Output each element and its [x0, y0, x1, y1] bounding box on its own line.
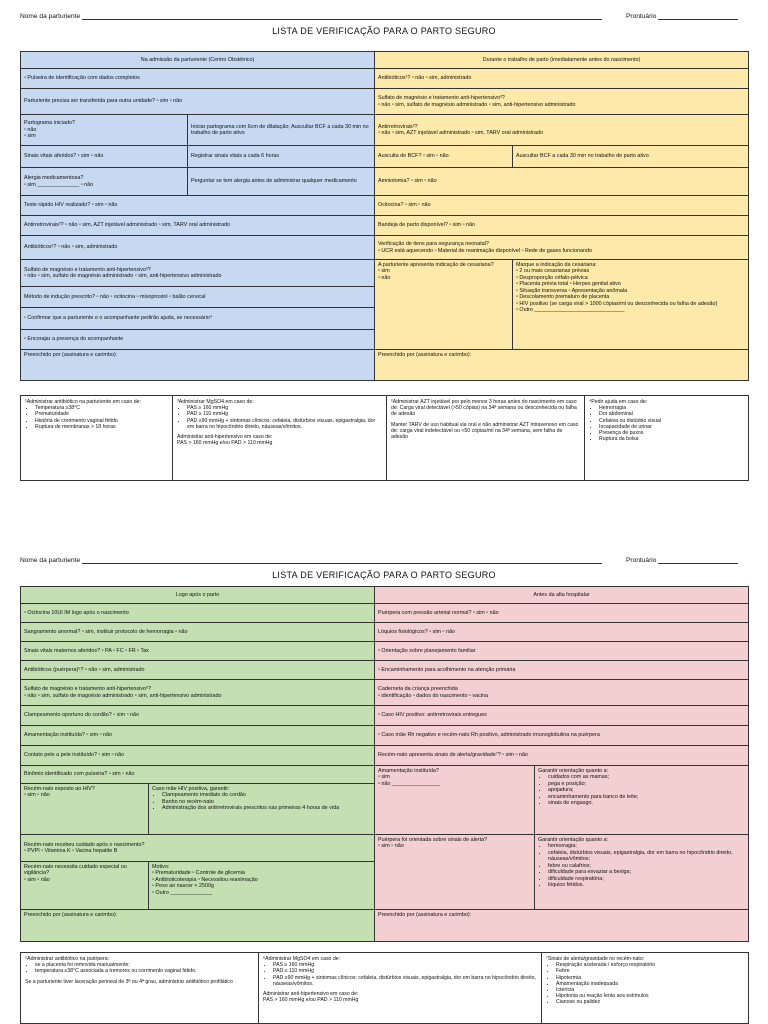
- list-item: • Prematuridade: [35, 411, 168, 417]
- companion-presence-check[interactable]: ▫ Encorajar a presença do acompanhante: [21, 330, 375, 350]
- patient-name-field[interactable]: [20, 557, 602, 564]
- list-item: • Incapacidade de urinar: [599, 424, 744, 430]
- admission-labor-checklist-table: [20, 51, 749, 381]
- list-item: • pega e posição;: [548, 781, 745, 788]
- postpartum-column-header: Logo após o parto: [21, 587, 375, 604]
- question-text: Recém-nato recebeu cuidado após o nascimento?: [24, 841, 145, 848]
- list-item: • hemorragia;: [548, 843, 745, 850]
- drug-allergy-check[interactable]: [21, 168, 188, 196]
- special-care-reason-list[interactable]: [149, 862, 375, 910]
- list-item: ▫ Outro ______________: [152, 889, 213, 896]
- answer-options: ▫ não ▫ sim, sulfato de magnésio administrado ▫ sim, anti-hipertensivo administrado: [24, 692, 222, 699]
- amniotomy-check[interactable]: Amniotomia? ▫ sim ▫ não: [375, 168, 749, 196]
- list-heading: Garantir orientação quanto a:: [538, 767, 609, 774]
- list-item: • Clampeamento imediato do cordão: [162, 792, 371, 799]
- footnote-antibiotic: [21, 396, 173, 481]
- question-text: Sulfato de magnésio e tratamento anti-hipertensivo⁶?: [24, 686, 152, 692]
- drug-allergy-guidance: Perguntar se tem alergia antes de administrar qualquer medicamento: [188, 168, 375, 196]
- footnote-heading: ⁶Administrar MgSO4 em caso de:: [263, 956, 341, 962]
- footnote-postpartum-antibiotic: [21, 953, 259, 1024]
- list-item: • Febre: [556, 968, 744, 974]
- abnormal-bleeding-check[interactable]: Sangramento anormal? ▫ sim, instituir protocolo de hemorragia ▫ não: [21, 623, 375, 642]
- list-item: • Hipotermia: [556, 975, 744, 981]
- footnote-newborn-alert-signs: [542, 953, 749, 1024]
- admission-magnesium-check[interactable]: [21, 260, 375, 287]
- footnote-heading: ⁵Administrar antibiótico na puérpera:: [25, 956, 110, 962]
- footnote-text: PAS > 160 mmHg e/ou PAD > 110 mmHg: [263, 997, 359, 1004]
- list-item: • Ruptura de membranas > 18 horas: [35, 424, 168, 430]
- postpartum-signature-field[interactable]: Preenchido por (assinatura e carimbo):: [21, 910, 375, 942]
- postpartum-discharge-checklist-table: [20, 586, 749, 942]
- footnote-subheading: Administrar anti-hipertensivo em caso de:: [177, 434, 273, 441]
- list-heading: Marque a indicação da cesariana:: [516, 261, 597, 268]
- answer-options: ▫ sim ▫ não: [24, 876, 50, 883]
- list-item: • Hipotonia ou reação lenta aos estímulos: [556, 993, 744, 999]
- admission-antibiotics-check[interactable]: Antibióticos¹? ▫ não ▫ sim, administrado: [21, 236, 375, 260]
- answer-yes: ▫ sim: [24, 133, 36, 140]
- footnote-azt: [387, 396, 585, 481]
- list-item: ▫ 2 ou mais cesarianas prévias: [516, 268, 590, 274]
- primary-care-referral-check[interactable]: ▫ Encaminhamento para acolhimento na atenção primária: [375, 661, 749, 680]
- question-text: Antirretrovirais²?: [378, 123, 418, 130]
- footnote-text: PAS > 160 mmHg e/ou PAD > 110 mmHg: [177, 440, 273, 447]
- delivery-tray-check[interactable]: Bandeja de parto disponível? ▫ sim ▫ não: [375, 216, 749, 236]
- list-item: • se a placenta foi removida manualmente;: [35, 962, 254, 968]
- hiv-antiretrovirals-delivered-check[interactable]: ▫ Caso HIV positivo: antirretrovirais entregues: [375, 706, 749, 726]
- answer-no: ▫ não: [378, 274, 391, 281]
- labor-signature-field[interactable]: Preenchido por (assinatura e carimbo):: [375, 350, 749, 381]
- induction-method-check[interactable]: Método de indução prescrito? ▫ não ▫ ocitocina ▫ misoprostol ▫ balão cervical: [21, 287, 375, 308]
- binomial-bracelet-check[interactable]: Binômio identificado com pulseira? ▫ sim ▫ não: [21, 766, 375, 784]
- list-item: • Respiração acelerada / esforço respiratório: [556, 962, 744, 968]
- list-item: • Presença de puxos: [599, 430, 744, 436]
- footnote-postpartum-magnesium: [259, 953, 542, 1024]
- list-item: ▫ Antibioticoterapia ▫ Necessitou reanimação: [152, 876, 258, 883]
- answer-options: ▫ sim ▫ não: [378, 843, 404, 849]
- postpartum-footnotes: [20, 952, 749, 1024]
- child-booklet-check[interactable]: [375, 680, 749, 706]
- answer-options: ▫ não ▫ sim, sulfato de magnésio administrado ▫ sim, anti-hipertensivo administrado: [378, 101, 576, 108]
- question-text: Verificação de itens para segurança neonatal?: [378, 241, 489, 247]
- id-bracelet-check[interactable]: ▫ Pulseira de identificação com dados completos: [21, 69, 375, 89]
- footnote-magnesium: [173, 396, 387, 481]
- footnote-text: ²Administrar AZT injetável por pelo menos 3 horas antes do nascimento em caso de: Carga viral detectável (>50 cópias) na 34ª semana ou desconhecida ou falha de adesão: [391, 399, 577, 418]
- list-item: ▫ Situação transversa ▫ Apresentação anômala: [516, 287, 628, 294]
- admission-footnotes: [20, 395, 749, 481]
- hiv-exposed-guidance-list: [149, 784, 375, 835]
- labor-antiretroviral-check[interactable]: [375, 115, 749, 146]
- answer-yes: ▫ sim: [378, 774, 390, 780]
- discharge-breastfeeding-check[interactable]: [375, 766, 535, 835]
- list-item: • História de corrimento vaginal fétido: [35, 418, 168, 424]
- lochia-check[interactable]: Lóquios fisiológicos? ▫ sim ▫ não: [375, 623, 749, 642]
- rh-immunoglobulin-check[interactable]: ▫ Caso mãe Rh negativo e recém-nato Rh positivo, administrado imunoglobulina na puérpera: [375, 726, 749, 746]
- footnote-text: Se a parturiente tiver laceração perineal de 3ª ou 4ª grau, administrar antibiótico profilático: [25, 978, 233, 985]
- answer-options: ▫ não ▫ sim, sulfato de magnésio administrado ▫ sim, anti-hipertensivo administrado: [24, 273, 222, 279]
- normal-blood-pressure-check[interactable]: Puérpera com pressão arterial normal? ▫ sim ▫ não: [375, 604, 749, 623]
- admission-signature-field[interactable]: Preenchido por (assinatura e carimbo):: [21, 350, 375, 381]
- answer-yes: ▫ sim: [378, 268, 390, 274]
- newborn-care-after-birth-check[interactable]: [21, 835, 375, 862]
- question-text: A parturiente apresenta indicação de cesariana?: [378, 261, 494, 268]
- page-title: LISTA DE VERIFICAÇÃO PARA O PARTO SEGURO: [272, 26, 496, 36]
- list-item: • PAS ≥ 160 mmHg: [273, 962, 537, 968]
- breastfeeding-guidance-list: [535, 766, 749, 835]
- footnote-heading: ⁴Pedir ajuda em caso de:: [589, 399, 648, 405]
- list-item: • encaminhamento para banco de leite;: [548, 794, 745, 801]
- cesarean-indication-list[interactable]: [513, 260, 749, 350]
- list-item: ▫ Peso ao nascer < 2500g: [152, 883, 215, 889]
- cord-clamping-check[interactable]: Clampeamento oportuno do cordão? ▫ sim ▫ não: [21, 706, 375, 726]
- list-item: • Icterícia: [556, 987, 744, 993]
- family-planning-check[interactable]: ▫ Orientação sobre planejamento familiar: [375, 642, 749, 661]
- list-item: • apojadura;: [548, 787, 745, 794]
- fetal-heart-guidance: Auscultar BCF a cada 30 min no trabalho de parto ativo: [513, 146, 749, 168]
- footnote-text: Manter TARV de uso habitual via oral e não administrar AZT intravenoso em caso de: carga viral indetectável ou <50 cópias/ml na 34ª semana, sem falha de adesão: [391, 421, 579, 441]
- maternal-vitals-check[interactable]: Sinais vitais maternos aferidos? ▫ PA ▫ FC ▫ FR ▫ Tax: [21, 642, 375, 661]
- answer-options: ▫ não ▫ sim, AZT injetável administrado ▫ sim, TARV oral administrado: [378, 130, 544, 136]
- alert-signs-orientation-check[interactable]: [375, 835, 535, 910]
- patient-name-label: Nome da parturiente: [20, 13, 81, 20]
- fetal-heart-check[interactable]: Ausculta de BCF? ▫ sim ▫ não: [375, 146, 513, 168]
- answer-options: ▫ PVPI ▫ Vitamina K ▫ Vacina hepatite B: [24, 848, 118, 854]
- list-item: • sinais de engasgo.: [548, 800, 745, 807]
- postpartum-magnesium-check[interactable]: [21, 680, 375, 706]
- question-text: Sulfato de magnésio e tratamento anti-hipertensivo³?: [24, 266, 151, 273]
- skin-to-skin-check[interactable]: Contato pele a pele instituído? ▫ sim ▫ não: [21, 746, 375, 766]
- transfer-needed-check[interactable]: Parturiente precisa ser transferida para outra unidade? ▫ sim ▫ não: [21, 89, 375, 115]
- question-text: Partograma iniciado?: [24, 120, 75, 127]
- list-item: ▫ Desproporção céfalo-pélvica: [516, 274, 588, 281]
- list-item: ▫ Prematuridade ▫ Controle de glicemia: [152, 870, 245, 876]
- answer-no: ▫ não ________________: [378, 780, 440, 787]
- list-heading: Garantir orientação quanto a:: [538, 836, 609, 843]
- list-item: • Temperatura ≥38°C: [35, 405, 168, 411]
- list-item: • Administração dos antirretrovirais prescritos nas primeiras 4 horas de vida: [162, 805, 371, 812]
- list-item: • dificuldade respiratória;: [548, 876, 745, 883]
- answer-options: ▫ sim ▫ não: [24, 792, 50, 798]
- footnote-ask-help: [585, 396, 749, 481]
- answer-options: ▫ identificação ▫ dados do nascimento ▫ vacina: [378, 692, 489, 699]
- list-item: • PAD ≥90 mmHg + sintomas clínicos: cefaleia, distúrbios visuais, epigastralgia, dor em barra no hipocôndrio direito, náuseas/vômitos.: [273, 975, 537, 987]
- discharge-column-header: Antes da alta hospitalar: [375, 587, 749, 604]
- ask-for-help-check[interactable]: ▫ Confirmar que a parturiente e o acompanhante pedirão ajuda, se necessário⁴: [21, 308, 375, 330]
- list-heading: Caso mãe HIV positiva, garantir:: [152, 785, 230, 792]
- discharge-signature-field[interactable]: Preenchido por (assinatura e carimbo):: [375, 910, 749, 942]
- list-item: • cuidados com as mamas;: [548, 774, 745, 781]
- special-care-check[interactable]: [21, 862, 149, 910]
- list-item: ▫ Descolamento prematuro de placenta: [516, 294, 610, 300]
- record-number-field[interactable]: [626, 13, 738, 20]
- list-item: • PAD ≥90 mmHg + sintomas clínicos: cefaleia, distúrbios visuais, epigastralgia, dor em barra no hipocôndrio direito, náuseas/vômitos.: [187, 418, 382, 430]
- oxytocin-after-birth-check[interactable]: ▫ Ocitocina 10UI IM logo após o nascimento: [21, 604, 375, 623]
- breastfeeding-started-check[interactable]: Amamentação instituída? ▫ sim ▫ não: [21, 726, 375, 746]
- list-item: • dificuldade para esvaziar a bexiga;: [548, 869, 745, 876]
- answer-options: ▫ UCR está aquecendo ▫ Material de reanimação disponível ▫ Rede de gases funcionando: [378, 247, 593, 254]
- question-text: Recém-nato necessita cuidado especial ou vigilância?: [24, 863, 127, 876]
- hiv-exposed-newborn-check[interactable]: [21, 784, 149, 835]
- postpartum-antibiotics-check[interactable]: Antibióticos (puérpera)⁵? ▫ não ▫ sim, administrado: [21, 661, 375, 680]
- list-item: • cefaleia, distúrbios visuais, epigastralgia, dor em barra no hipocôndrio direito, náuseas/vômitos;: [548, 850, 745, 863]
- admission-column-header: Na admissão da parturiente (Centro Obstétrico): [21, 52, 375, 69]
- admission-antiretroviral-check[interactable]: Antirretrovirais²? ▫ não ▫ sim, AZT injetável administrado ▫ sim, TARV oral administrado: [21, 216, 375, 236]
- partogram-guidance: Iniciar partograma com 6cm de dilatação; Auscultar BCF a cada 30 min no trabalho de parto ativo: [188, 115, 375, 146]
- list-item: • Dor abdominal: [599, 411, 744, 417]
- labor-column-header: Durante o trabalho de parto (imediatamente antes do nascimento): [375, 52, 749, 69]
- list-item: • PAS ≥ 160 mmHg: [187, 405, 382, 411]
- vital-signs-guidance: Registrar sinais vitais a cada 6 horas: [188, 146, 375, 168]
- list-item: • febre ou calafrios;: [548, 863, 745, 870]
- list-heading: Motivo:: [152, 863, 170, 870]
- newborn-alert-signs-check[interactable]: Recém-nato apresenta sinais de alerta/gravidade⁷? ▫ sim ▫ não: [375, 746, 749, 766]
- question-text: Sulfato de magnésio e tratamento anti-hipertensivo³?: [378, 95, 505, 101]
- list-item: ▫ HIV positivo (se carga viral > 1000 cópias/ml ou desconhecida ou falha de adesão): [516, 300, 718, 307]
- list-item: • Ruptura da bolsa: [599, 436, 744, 442]
- neonatal-safety-check[interactable]: [375, 236, 749, 260]
- record-number-field[interactable]: [626, 557, 738, 564]
- list-item: • Banho no recém-nato: [162, 799, 371, 806]
- answer-options: ▫ sim ______________ ▫ não: [24, 181, 94, 188]
- question-text: Recém-nato exposto ao HIV?: [24, 785, 95, 792]
- answer-no: ▫ não: [24, 126, 37, 133]
- list-item: • PAD ≥ 110 mmHg: [273, 968, 537, 974]
- labor-antibiotics-check[interactable]: Antibióticos¹? ▫ não ▫ sim, administrado: [375, 69, 749, 89]
- footnote-heading: ¹Administrar antibiótico na parturiente em caso de:: [25, 399, 141, 405]
- question-text: Amamentação instituída?: [378, 767, 439, 774]
- partogram-check[interactable]: [21, 115, 188, 146]
- oxytocin-check[interactable]: Ocitocina? ▫ sim ▫ não: [375, 196, 749, 216]
- footnote-subheading: Administrar anti-hipertensivo em caso de:: [263, 991, 359, 998]
- list-item: ▫ Placenta prévia total ▫ Herpes genital ativo: [516, 281, 621, 287]
- list-item: • Cefaleia ou distúrbio visual: [599, 418, 744, 424]
- alert-signs-guidance-list: [535, 835, 749, 910]
- question-text: Puérpera foi orientada sobre sinais de alerta?: [378, 836, 488, 843]
- page-title: LISTA DE VERIFICAÇÃO PARA O PARTO SEGURO: [272, 570, 496, 580]
- list-item: • PAD ≥ 110 mmHg: [187, 411, 382, 417]
- record-number-label: Prontuário: [626, 13, 657, 20]
- footnote-heading: ⁷Sinais de alerta/gravidade no recém-nato:: [546, 956, 645, 962]
- record-number-label: Prontuário: [626, 557, 657, 564]
- cesarean-indication-check[interactable]: [375, 260, 513, 350]
- vital-signs-check[interactable]: Sinais vitais aferidos? ▫ sim ▫ não: [21, 146, 188, 168]
- list-item: • Hemorragia: [599, 405, 744, 411]
- list-item: • lóquios fétidos.: [548, 882, 745, 889]
- hiv-test-check[interactable]: Teste rápido HIV realizado? ▫ sim ▫ não: [21, 196, 375, 216]
- list-item: ▫ Outro ______________________________: [516, 307, 625, 313]
- list-item: • temperatura ≥38°C associada a tremores ou corrimento vaginal fétido.: [35, 968, 254, 974]
- footnote-heading: ³Administrar MgSO4 em caso de:: [177, 399, 254, 405]
- list-item: • Amamentação inadequada: [556, 981, 744, 987]
- patient-name-label: Nome da parturiente: [20, 557, 81, 564]
- patient-name-field[interactable]: [20, 13, 602, 20]
- labor-magnesium-check[interactable]: [375, 89, 749, 115]
- question-text: Alergia medicamentosa?: [24, 175, 84, 181]
- question-text: Caderneta da criança preenchida: [378, 686, 458, 692]
- list-item: • Cianose ou palidez: [556, 999, 744, 1005]
